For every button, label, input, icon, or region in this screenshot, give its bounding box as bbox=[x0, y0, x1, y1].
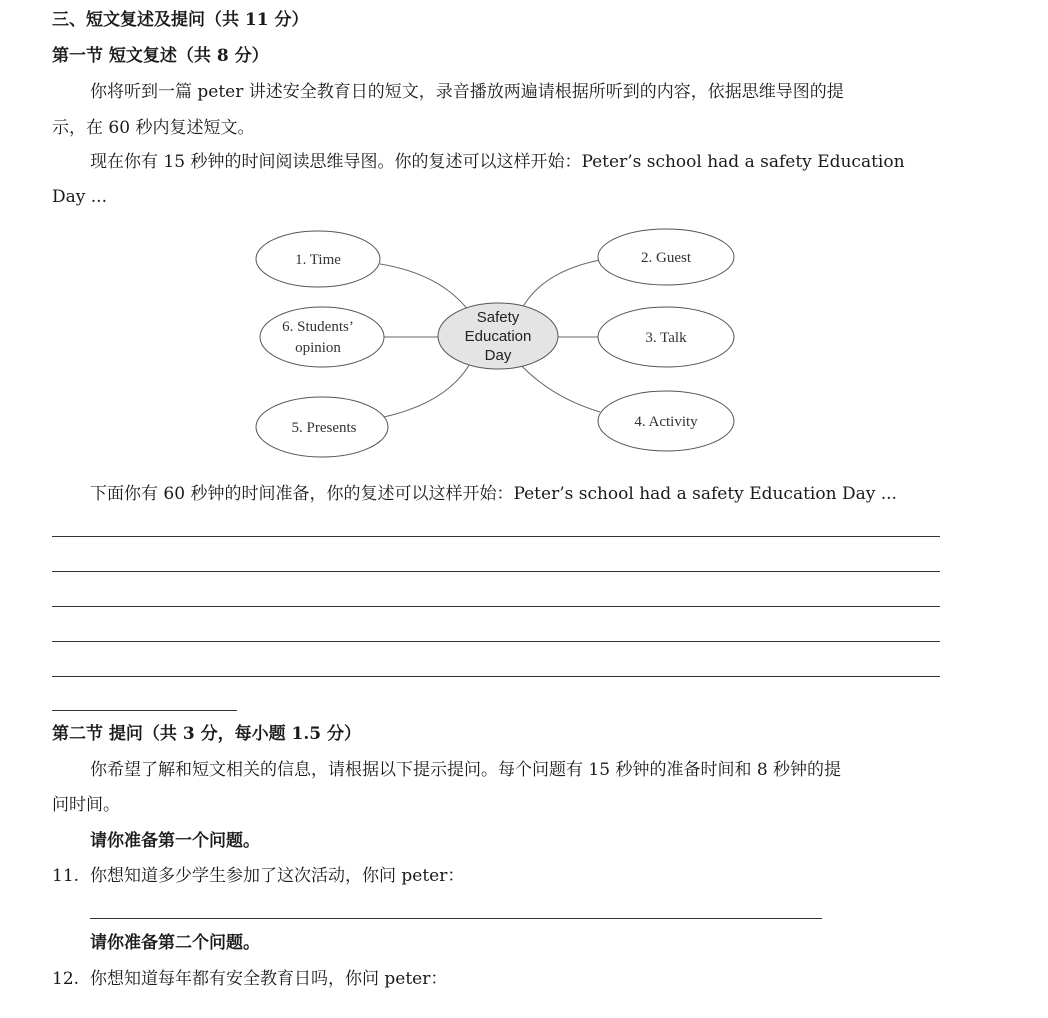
mind-map bbox=[250, 222, 740, 460]
node-opinion-label-line2: opinion bbox=[295, 340, 341, 356]
question-11-number: 11. bbox=[52, 866, 80, 886]
center-label-line3: Day bbox=[484, 347, 512, 364]
reading-instruction-line2: Day ... bbox=[52, 187, 107, 207]
prep-instruction: 下面你有 60 秒钟的时间准备，你的复述可以这样开始：Peter’s school had a safety Education Day ... bbox=[90, 484, 897, 504]
part1-title: 第一节 短文复述（共 8 分） bbox=[52, 46, 269, 66]
connector-guest bbox=[520, 260, 600, 312]
prompt-question-2: 请你准备第二个问题。 bbox=[90, 933, 260, 953]
answer-line-4[interactable] bbox=[52, 641, 940, 642]
connector-presents bbox=[384, 360, 472, 417]
node-activity-label: 4. Activity bbox=[634, 414, 698, 430]
part2-title: 第二节 提问（共 3 分，每小题 1.5 分） bbox=[52, 724, 361, 744]
part2-instruction-line2: 问时间。 bbox=[52, 795, 120, 815]
node-opinion-label-line1: 6. Students’ bbox=[282, 319, 354, 335]
question-11-answer-line[interactable] bbox=[90, 918, 822, 919]
answer-line-6[interactable] bbox=[52, 710, 237, 711]
connector-time bbox=[380, 264, 468, 310]
answer-line-5[interactable] bbox=[52, 676, 940, 677]
node-talk-label: 3. Talk bbox=[645, 330, 687, 346]
section-title: 三、短文复述及提问（共 11 分） bbox=[52, 10, 309, 30]
answer-line-1[interactable] bbox=[52, 536, 940, 537]
part1-instruction-line2: 示，在 60 秒内复述短文。 bbox=[52, 118, 255, 138]
center-label-line1: Safety bbox=[476, 309, 520, 326]
part1-instruction-line1: 你将听到一篇 peter 讲述安全教育日的短文，录音播放两遍请根据所听到的内容，依据思维导图的提 bbox=[90, 82, 844, 102]
node-guest-label: 2. Guest bbox=[641, 250, 691, 266]
part2-instruction-line1: 你希望了解和短文相关的信息，请根据以下提示提问。每个问题有 15 秒钟的准备时间和 8 秒钟的提 bbox=[90, 760, 842, 780]
node-opinion bbox=[260, 307, 384, 367]
question-11-text: 你想知道多少学生参加了这次活动，你问 peter： bbox=[90, 866, 465, 886]
connector-activity bbox=[518, 362, 600, 412]
question-12-text: 你想知道每年都有安全教育日吗，你问 peter： bbox=[90, 969, 448, 989]
center-label-line2: Education bbox=[464, 328, 532, 345]
node-time-label: 1. Time bbox=[295, 252, 341, 268]
prompt-question-1: 请你准备第一个问题。 bbox=[90, 831, 260, 851]
node-presents-label: 5. Presents bbox=[291, 420, 357, 436]
question-12-number: 12. bbox=[52, 969, 80, 989]
answer-line-2[interactable] bbox=[52, 571, 940, 572]
answer-line-3[interactable] bbox=[52, 606, 940, 607]
reading-instruction-line1: 现在你有 15 秒钟的时间阅读思维导图。你的复述可以这样开始：Peter’s school had a safety Education bbox=[90, 152, 905, 172]
